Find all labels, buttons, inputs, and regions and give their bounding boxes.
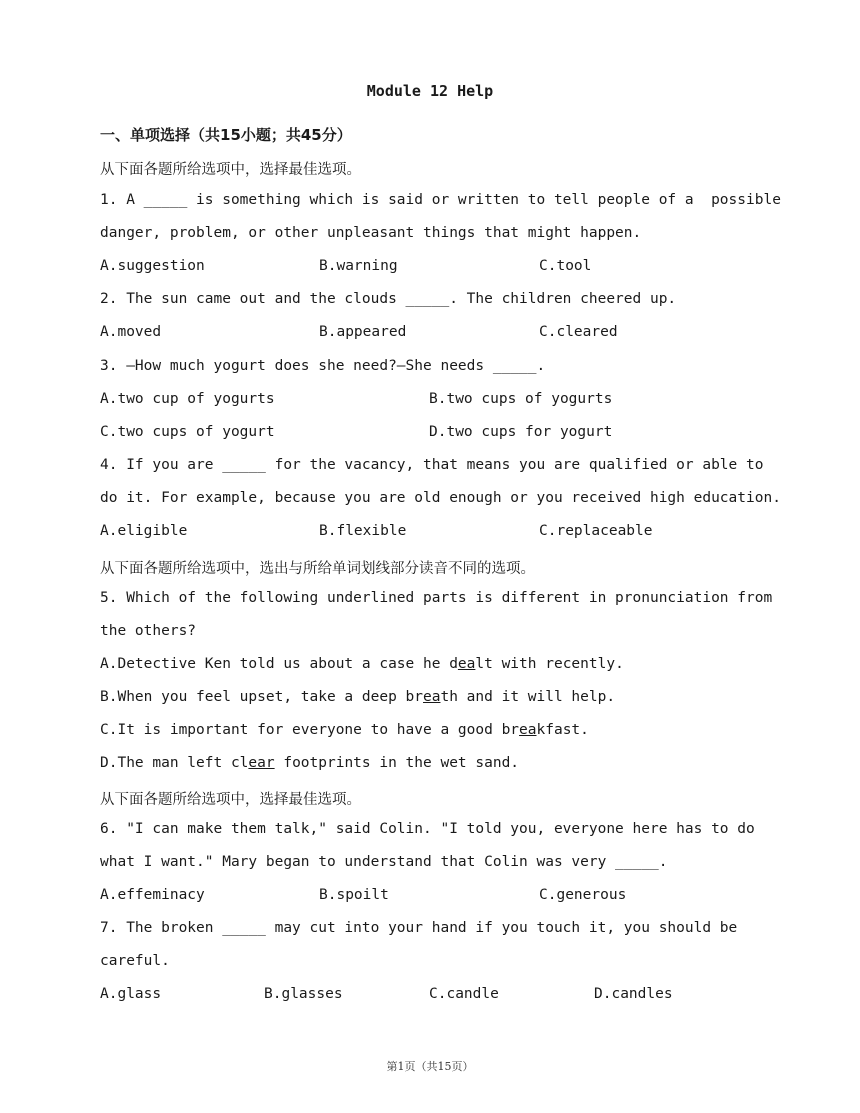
q7-stem-line1: 7. The broken _____ may cut into your hand if you touch it, you should be (100, 920, 738, 936)
q5-option-a-underlined: ea (457, 656, 476, 672)
q5-option-a-post: lt with recently. (475, 656, 624, 672)
q5-option-d-post: footprints in the wet sand. (274, 755, 520, 771)
q5-option-c-pre: C.It is important for everyone to have a good br (100, 722, 520, 738)
q1-stem-line2: danger, problem, or other unpleasant things that might happen. (100, 225, 642, 241)
instruction-2: 从下面各题所给选项中，选出与所给单词划线部分读音不同的选项。 (100, 561, 535, 577)
q1-option-b: B.warning (319, 258, 398, 274)
q5-stem-line1: 5. Which of the following underlined parts is different in pronunciation from (100, 590, 773, 606)
q5-option-b-pre: B.When you feel upset, take a deep br (100, 689, 424, 705)
q2-option-c: C.cleared (539, 324, 618, 340)
q3-option-b: B.two cups of yogurts (429, 391, 613, 407)
document-title: Module 12 Help (366, 82, 494, 100)
q2-option-a: A.moved (100, 324, 162, 340)
q5-option-b-underlined: ea (423, 689, 441, 705)
q4-option-b: B.flexible (319, 523, 407, 539)
q7-option-d: D.candles (594, 986, 673, 1002)
q5-option-c (100, 722, 589, 738)
q5-option-c-post: kfast. (536, 722, 589, 738)
q3-option-d: D.two cups for yogurt (429, 424, 613, 440)
q4-stem-line2: do it. For example, because you are old enough or you received high education. (100, 490, 781, 506)
q4-option-c: C.replaceable (539, 523, 653, 539)
q6-option-a: A.effeminacy (100, 887, 205, 903)
q3-stem-line1: 3. —How much yogurt does she need?—She needs _____. (100, 358, 546, 374)
q1-stem-line1: 1. A _____ is something which is said or written to tell people of a possible (100, 192, 781, 208)
page-footer: 第1页（共15页） (386, 1060, 474, 1073)
q2-option-b: B.appeared (319, 324, 407, 340)
q3-option-c: C.two cups of yogurt (100, 424, 275, 440)
q4-stem-line1: 4. If you are _____ for the vacancy, that means you are qualified or able to (100, 457, 764, 473)
q6-stem-line1: 6. "I can make them talk," said Colin. "I told you, everyone here has to do (100, 821, 755, 837)
q5-option-c-underlined: ea (519, 722, 537, 738)
q5-option-b-post: th and it will help. (440, 689, 616, 705)
q6-stem-line2: what I want." Mary began to understand that Colin was very _____. (100, 854, 668, 870)
q7-option-c: C.candle (429, 986, 499, 1002)
q5-option-d (100, 755, 519, 771)
q5-option-a-pre: A.Detective Ken told us about a case he d (100, 656, 458, 672)
section-heading: 一、单项选择（共15小题；共45分） (100, 126, 352, 144)
instruction-3: 从下面各题所给选项中，选择最佳选项。 (100, 792, 361, 808)
q1-option-c: C.tool (539, 258, 592, 274)
q6-option-b: B.spoilt (319, 887, 389, 903)
q2-stem-line1: 2. The sun came out and the clouds _____. The children cheered up. (100, 291, 677, 307)
q7-option-b: B.glasses (264, 986, 343, 1002)
q1-option-a: A.suggestion (100, 258, 205, 274)
q4-option-a: A.eligible (100, 523, 188, 539)
q5-option-b (100, 689, 615, 705)
q7-stem-line2: careful. (100, 953, 170, 969)
q3-option-a: A.two cup of yogurts (100, 391, 275, 407)
q5-option-d-underlined: ear (248, 755, 275, 771)
q7-option-a: A.glass (100, 986, 162, 1002)
q5-stem-line2: the others? (100, 623, 197, 639)
q5-option-a (100, 656, 624, 672)
instruction-1: 从下面各题所给选项中，选择最佳选项。 (100, 162, 361, 178)
q5-option-d-pre: D.The man left cl (100, 755, 249, 771)
q6-option-c: C.generous (539, 887, 627, 903)
